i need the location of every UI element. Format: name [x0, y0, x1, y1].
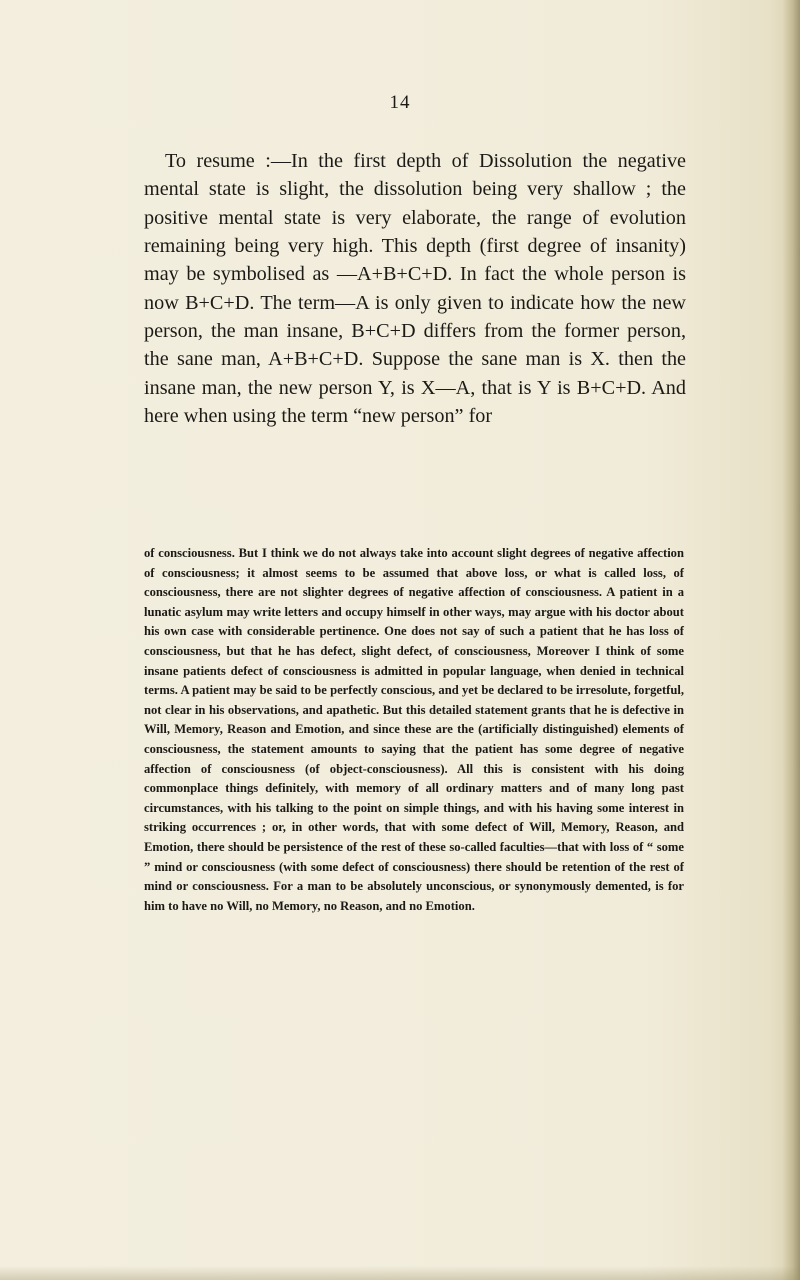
page-edge-shadow	[782, 0, 800, 1280]
footnote-text: of consciousness. But I think we do not always take into account slight degrees of negative affection of consciousness; it almost seems to be assumed that above loss, or what is called loss, of consciousness, there are not slighter degrees of negative affection of consciousness. A patient in a lunatic asylum may write letters and occupy himself in other ways, may argue with his doctor about his own case with considerable pertinence. One does not say of such a patient that he has loss of consciousness, but that he has defect, slight defect, of consciousness, Moreover I think of some insane patients defect of consciousness is admitted in popular language, when denied in technical terms. A patient may be said to be perfectly conscious, and yet be declared to be irresolute, forgetful, not clear in his observations, and apathetic. But this detailed statement grants that he is defective in Will, Memory, Reason and Emotion, and since these are the (artificially distinguished) elements of consciousness, the statement amounts to saying that the patient has some degree of negative affection of consciousness (of object-consciousness). All this is consistent with his doing commonplace things definitely, with memory of all ordinary matters and of many long past circumstances, with his talking to the point on simple things, and with his having some interest in striking occurrences ; or, in other words, that with some defect of Will, Memory, Reason, and Emotion, there should be persistence of the rest of these so-called faculties—that with loss of “ some ” mind or consciousness (with some defect of consciousness) there should be retention of the rest of mind or consciousness. For a man to be absolutely unconscious, or synonymously demented, is for him to have no Will, no Memory, no Reason, and no Emotion.	[144, 546, 684, 913]
page-number: 14	[389, 92, 411, 113]
body-text: To resume :—In the first depth of Dissolution the negative mental state is slight, the dissolution being very shallow ; the positive mental state is very elaborate, the range of evolution remaining being very high. This depth (first degree of insanity) may be symbolised as —A+B+C+D. In fact the whole person is now B+C+D. The term—A is only given to indicate how the new person, the man insane, B+C+D differs from the former person, the sane man, A+B+C+D. Suppose the sane man is X. then the insane man, the new person Y, is X—A, that is Y is B+C+D. And here when using the term “new person” for	[144, 150, 686, 428]
page-bottom-edge	[0, 1266, 800, 1280]
main-paragraph	[144, 147, 686, 430]
